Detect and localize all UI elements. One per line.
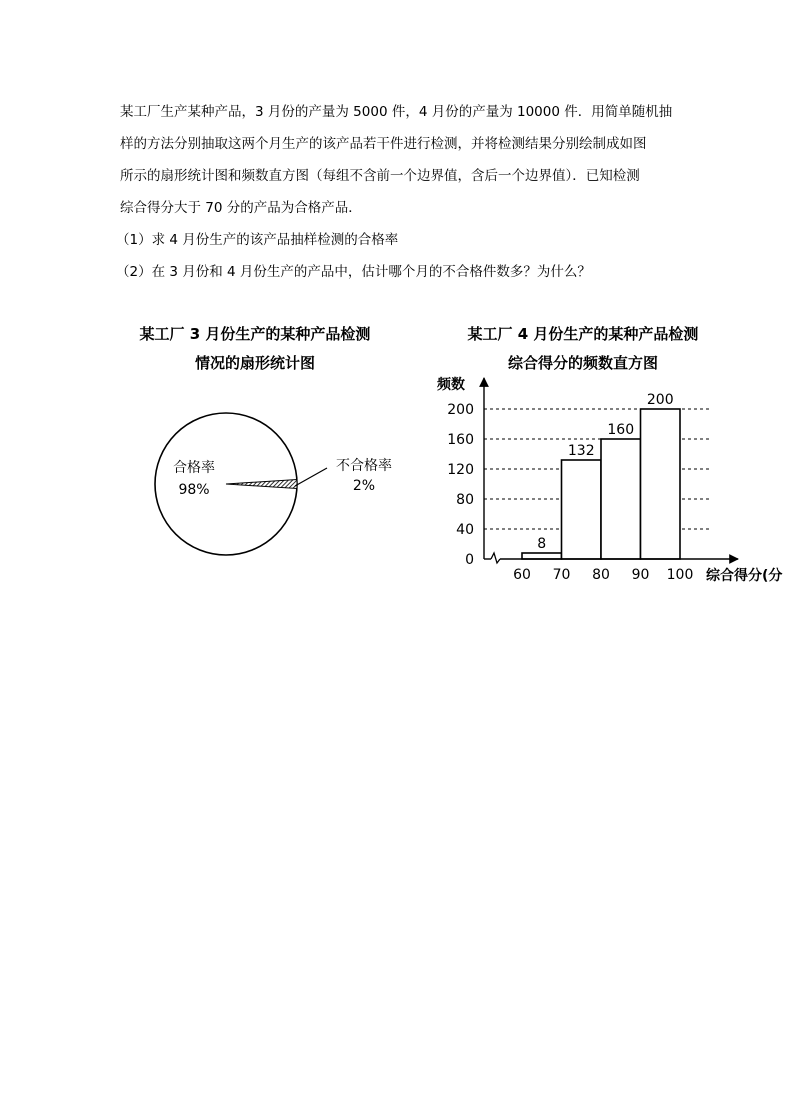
pie-chart: [155, 413, 392, 555]
x-tick-label: 60: [513, 567, 531, 583]
y-tick-labels: [447, 402, 474, 568]
bar-value-label: 200: [646, 392, 674, 408]
y-tick-label: 120: [447, 462, 474, 478]
x-tick-label: 80: [592, 567, 610, 583]
pie-title-line2: 情况的扇形统计图: [194, 354, 316, 372]
x-axis-label: 综合得分(分: [706, 568, 783, 584]
x-tick-label: 70: [552, 567, 571, 583]
pie-value-fail: 2%: [352, 478, 376, 494]
y-tick-label: 80: [456, 492, 474, 508]
problem-line: 样的方法分别抽取这两个月生产的该产品若干件进行检测，并将检测结果分别绘制成如图: [120, 136, 647, 152]
x-tick-label: 100: [666, 567, 694, 583]
hist-title-line1: 某工厂 4 月份生产的某种产品检测: [467, 325, 699, 343]
bar-value-label: 132: [567, 443, 595, 459]
pie-value-pass: 98%: [178, 482, 210, 498]
x-tick-label: 90: [631, 567, 650, 583]
problem-line: 综合得分大于 70 分的产品为合格产品．: [120, 200, 362, 216]
histogram-bar: [522, 553, 562, 559]
y-tick-label: 40: [456, 522, 474, 538]
problem-line: 某工厂生产某种产品，3 月份的产量为 5000 件，4 月份的产量为 10000 件．用简单随机抽: [120, 104, 673, 120]
axis-break: [491, 553, 500, 563]
question-1: （1）求 4 月份生产的该产品抽样检测的合格率: [116, 232, 399, 248]
pie-title-line1: 某工厂 3 月份生产的某种产品检测: [139, 325, 371, 343]
pie-leader-line: [295, 468, 327, 486]
hist-title-line2: 综合得分的频数直方图: [507, 354, 659, 372]
y-tick-label: 200: [447, 402, 474, 418]
histogram-bar: [641, 409, 681, 559]
bar-value-label: 8: [537, 536, 547, 552]
y-axis-label: 频数: [437, 377, 465, 393]
bar-value-label: 160: [607, 422, 635, 438]
y-tick-label: 160: [447, 432, 474, 448]
histogram-bar: [562, 460, 602, 559]
pie-label-fail: 不合格率: [336, 458, 392, 474]
x-tick-labels: [513, 567, 693, 583]
problem-line: 所示的扇形统计图和频数直方图（每组不含前一个边界值，含后一个边界值）．已知检测: [120, 168, 640, 184]
histogram: [437, 376, 782, 584]
histogram-bar: [601, 439, 641, 559]
y-tick-label: 0: [465, 552, 474, 568]
question-2: （2）在 3 月份和 4 月份生产的产品中，估计哪个月的不合格件数多？为什么？: [116, 264, 591, 280]
pie-label-pass: 合格率: [173, 460, 215, 476]
